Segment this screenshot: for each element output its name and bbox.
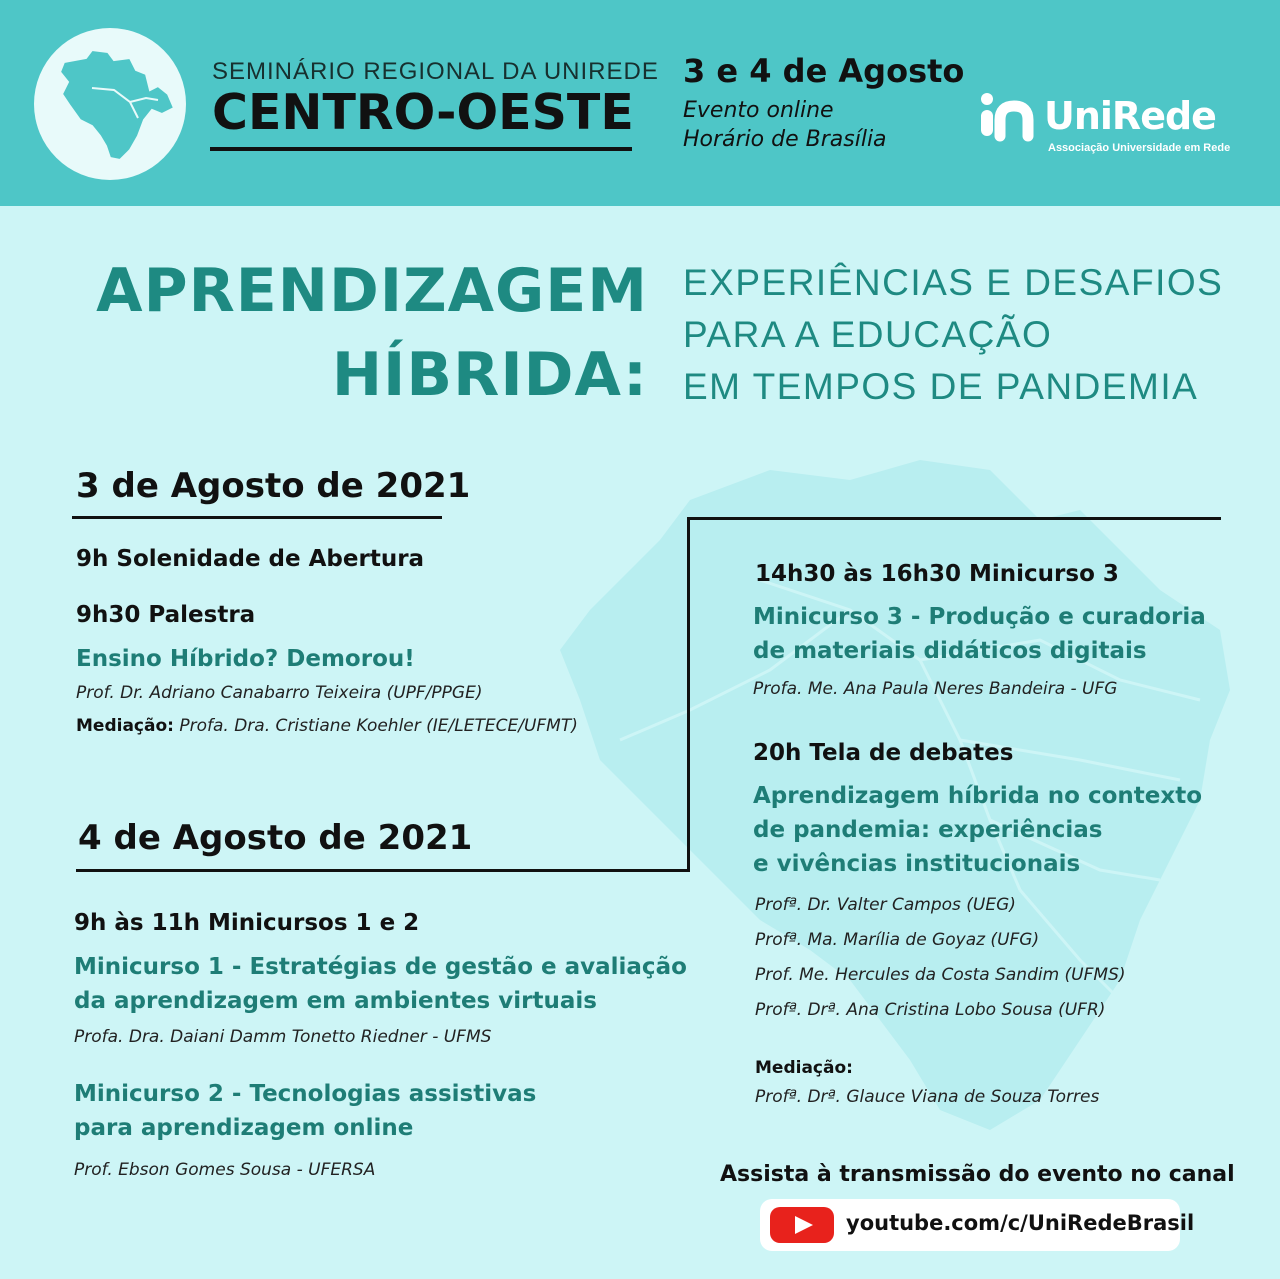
day1-debate-speaker: Prof. Me. Hercules da Costa Sandim (UFMS) xyxy=(755,965,1126,985)
unirede-logo-icon xyxy=(978,92,1038,144)
day1-debate-title-3: e vivências institucionais xyxy=(753,851,1081,877)
day2-title: 4 de Agosto de 2021 xyxy=(78,818,473,858)
day1-mc3-time: 14h30 às 16h30 Minicurso 3 xyxy=(755,561,1119,587)
youtube-play-icon xyxy=(770,1207,834,1243)
logo-name: UniRede xyxy=(1044,94,1216,138)
day1-mc3-title-2: de materiais didáticos digitais xyxy=(753,638,1147,664)
day2-mc-time: 9h às 11h Minicursos 1 e 2 xyxy=(74,910,420,936)
main-title-line-2: HÍBRIDA: xyxy=(331,340,648,410)
day1-underline xyxy=(72,516,442,519)
day1-mediation-name: Profa. Dra. Cristiane Koehler (IE/LETECE/UFMT) xyxy=(173,716,578,736)
subtitle-line-2: PARA A EDUCAÇÃO xyxy=(683,314,1053,355)
region-underline xyxy=(210,147,632,151)
unirede-logo xyxy=(978,92,1248,162)
centro-oeste-map-icon xyxy=(34,28,186,180)
day2-mc2-speaker: Prof. Ebson Gomes Sousa - UFERSA xyxy=(74,1160,376,1180)
event-dates: 3 e 4 de Agosto xyxy=(683,52,965,90)
day1-mediation-label: Mediação: xyxy=(76,716,174,736)
day2-mc1-speaker: Profa. Dra. Daiani Damm Tonetto Riedner - UFMS xyxy=(74,1027,492,1047)
day1-mc3-speaker: Profa. Me. Ana Paula Neres Bandeira - UFG xyxy=(753,679,1118,699)
day1-title: 3 de Agosto de 2021 xyxy=(76,466,471,506)
map-emblem xyxy=(34,28,186,180)
region-title: CENTRO-OESTE xyxy=(212,84,634,141)
day2-mc2-title-1: Minicurso 2 - Tecnologias assistivas xyxy=(74,1081,537,1107)
day1-debate-time: 20h Tela de debates xyxy=(753,740,1014,766)
day1-mediation xyxy=(76,716,578,736)
day1-debate-title-1: Aprendizagem híbrida no contexto xyxy=(753,783,1203,809)
day1-debate-mediation-name: Profª. Drª. Glauce Viana de Souza Torres xyxy=(755,1087,1100,1107)
subtitle-line-1: EXPERIÊNCIAS E DESAFIOS xyxy=(683,262,1224,303)
day2-mc1-title-2: da aprendizagem em ambientes virtuais xyxy=(74,988,597,1014)
watch-label: Assista à transmissão do evento no canal xyxy=(720,1162,1235,1187)
day1-mc3-title-1: Minicurso 3 - Produção e curadoria xyxy=(753,604,1206,630)
day2-mc1-title-1: Minicurso 1 - Estratégias de gestão e avaliação xyxy=(74,954,687,980)
subtitle-line-3: EM TEMPOS DE PANDEMIA xyxy=(683,366,1199,407)
day1-debate-speaker: Profª. Ma. Marília de Goyaz (UFG) xyxy=(755,930,1040,950)
youtube-link[interactable] xyxy=(760,1199,1195,1251)
main-title-line-1: APRENDIZAGEM xyxy=(96,256,648,326)
event-timezone: Horário de Brasília xyxy=(683,127,887,152)
day1-debate-mediation-label: Mediação: xyxy=(755,1058,853,1078)
seminar-label: SEMINÁRIO REGIONAL DA UNIREDE xyxy=(212,58,659,85)
day1-lecture-time: 9h30 Palestra xyxy=(76,602,256,628)
connector-vertical-line xyxy=(687,517,690,872)
day1-lecture-title: Ensino Híbrido? Demorou! xyxy=(76,646,415,672)
logo-subtitle: Associação Universidade em Rede xyxy=(1048,142,1231,154)
day2-mc2-title-2: para aprendizagem online xyxy=(74,1115,414,1141)
day1-opening: 9h Solenidade de Abertura xyxy=(76,546,425,572)
day2-underline xyxy=(76,869,690,872)
event-mode: Evento online xyxy=(683,98,834,123)
day1-debate-speaker: Profª. Drª. Ana Cristina Lobo Sousa (UFR) xyxy=(755,1000,1106,1020)
day1-debate-speaker: Profª. Dr. Valter Campos (UEG) xyxy=(755,895,1016,915)
day1-lecture-speaker: Prof. Dr. Adriano Canabarro Teixeira (UPF/PPGE) xyxy=(76,683,483,703)
youtube-url[interactable]: youtube.com/c/UniRedeBrasil xyxy=(846,1211,1195,1235)
day1-debate-title-2: de pandemia: experiências xyxy=(753,817,1103,843)
afternoon-top-line xyxy=(688,517,1221,520)
header-banner xyxy=(0,0,1280,206)
